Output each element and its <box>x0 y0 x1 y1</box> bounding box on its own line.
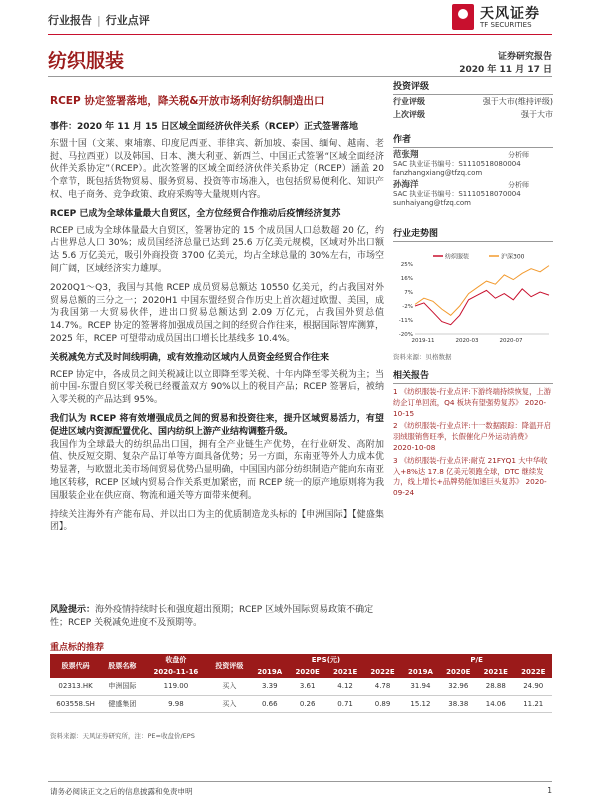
author2-email[interactable]: sunhaiyang@tfzq.com <box>393 199 472 207</box>
footer-disclaimer: 请务必阅读正文之后的信息披露和免责申明 <box>50 787 193 796</box>
cell-pe: 32.96 <box>440 678 477 695</box>
author1-name: 范张翔 <box>393 150 419 160</box>
trend-heading: 行业走势图 <box>393 226 553 242</box>
cell-price: 119.00 <box>144 678 209 695</box>
col-pe-2021: 2021E <box>477 666 514 678</box>
x-tick-label: 2020-03 <box>455 338 479 344</box>
tf-securities-logo <box>452 2 562 34</box>
cell-eps: 3.39 <box>251 678 289 695</box>
col-price-date: 2020-11-16 <box>144 666 209 678</box>
author-2 <box>393 181 553 208</box>
col-eps-2022: 2022E <box>364 666 401 678</box>
col-code: 股票代码 <box>50 654 101 678</box>
table-row <box>50 678 552 695</box>
x-tick-label: 2019-11 <box>411 338 435 344</box>
cell-name: 健盛集团 <box>101 695 143 712</box>
industry-trend-chart <box>393 250 553 350</box>
cell-rating: 买入 <box>208 678 250 695</box>
main-content <box>50 121 384 534</box>
cell-eps: 0.89 <box>364 695 401 712</box>
chart-source: 资料来源：贝格数据 <box>393 353 452 361</box>
col-name: 股票名称 <box>101 654 143 678</box>
author1-email[interactable]: fanzhangxiang@tfzq.com <box>393 169 483 177</box>
section1-heading: RCEP 已成为全球体量最大自贸区，全方位经贸合作推动后疫情经济复苏 <box>50 208 341 219</box>
y-tick-label: -20% <box>398 332 413 338</box>
cell-price: 9.98 <box>144 695 209 712</box>
cell-eps: 0.66 <box>251 695 289 712</box>
related-report-1[interactable]: 1 《纺织服装-行业点评:下游终端持续恢复，上游纺企订单回流，Q4 板块有望强势复苏》 2020-10-15 <box>393 387 551 418</box>
series-line-csi300 <box>415 266 549 316</box>
section2-paragraph: RCEP 协定中，各成员之间关税减让以立即降至零关税、十年内降至零关税为主；当前中国-东盟自贸区零关税已经覆盖双方 90%以上的税目产品；RCEP 签署后，被纳入零关税的产品达到 95%。 <box>50 369 384 406</box>
cell-pe: 11.21 <box>514 695 552 712</box>
y-tick-label: 16% <box>400 276 413 282</box>
related-report-2[interactable]: 2 《纺织服装-行业点评:十一数据跟踪：降温开启羽绒服销售旺季，长假催化户外运动消费》 2020-10-08 <box>393 421 551 452</box>
rating-section <box>393 79 553 121</box>
legend-label-textile: 纺织服装 <box>445 253 470 261</box>
authors-section <box>393 132 553 208</box>
legend-label-csi300: 沪深300 <box>501 253 525 261</box>
table-heading: 重点标的推荐 <box>50 643 105 653</box>
event-paragraph: 东盟十国（文莱、柬埔寨、印度尼西亚、菲律宾、新加坡、泰国、缅甸、越南、老挝、马拉西亚）以及韩国、日本、澳大利亚、新西兰、中国正式签署“区域全面经济伙伴关系协定”（RCEP）。此次签署的区域全面经济伙伴关系协定（RCEP）涵盖 20 个章节，既包括货物贸易、服务贸易、投资等市场准入，也包括贸易便利化、知识产权、电子商务、竞争政策、政府采购等大量规则内容。 <box>50 138 384 200</box>
author2-name: 孙海洋 <box>393 180 419 190</box>
cell-pe: 15.12 <box>401 695 439 712</box>
y-tick-label: -2% <box>402 304 413 310</box>
related-reports-section <box>393 368 553 499</box>
cell-code: 603558.SH <box>50 695 101 712</box>
logo-name-cn: 天风证券 <box>480 6 540 22</box>
col-eps-2019: 2019A <box>251 666 289 678</box>
cell-pe: 38.38 <box>440 695 477 712</box>
prev-rating-value: 强于大市 <box>521 110 553 119</box>
risk-text: 海外疫情持续时长和强度超出预期；RCEP 区域外国际贸易政策不确定性；RCEP 关税减免进度不及预期等。 <box>50 605 374 628</box>
industry-rating-row <box>393 95 553 108</box>
related-heading: 相关报告 <box>393 368 553 384</box>
breadcrumb-industry-comment: 行业点评 <box>105 14 150 27</box>
prev-rating-row <box>393 108 553 121</box>
col-pe-2019: 2019A <box>401 666 439 678</box>
table-note: 资料来源：天风证券研究所，注：PE=收盘价/EPS <box>50 732 195 740</box>
section2-heading: 关税减免方式及时间线明确，或有效推动区域内人员资金经贸合作往来 <box>50 352 330 363</box>
industry-rating-value: 强于大市(维持评级) <box>482 97 553 106</box>
page-number: 1 <box>547 786 552 795</box>
cell-name: 申洲国际 <box>101 678 143 695</box>
cell-rating: 买入 <box>208 695 250 712</box>
y-tick-label: 7% <box>404 290 413 296</box>
authors-heading: 作者 <box>393 132 553 148</box>
cell-pe: 31.94 <box>401 678 439 695</box>
series-lines <box>415 266 549 325</box>
cell-pe: 28.88 <box>477 678 514 695</box>
report-date: 2020 年 11 月 17 日 <box>459 65 552 75</box>
footer-divider <box>48 781 552 782</box>
logo-icon <box>452 4 474 30</box>
cell-eps: 0.26 <box>289 695 326 712</box>
section1-paragraph1: RCEP 已成为全球体量最大自贸区，签署协定的 15 个成员国人口总数超 20 亿，约占世界总人口 30%；成员国经济总量已达到 25.6 万亿美元规模，区域对外出口额达 5.6 万亿美元，吸引外商投资 3700 亿美元，均占全球总量的 30%左右，市场空间广阔，区域经济实力雄厚。 <box>50 225 384 274</box>
author2-sac: SAC 执业证书编号：S1110518070004 <box>393 190 521 198</box>
col-rating: 投资评级 <box>208 654 250 678</box>
breadcrumb <box>48 12 150 28</box>
table-row <box>50 695 552 712</box>
y-tick-label: 25% <box>400 262 413 268</box>
breadcrumb-industry-report: 行业报告 <box>48 14 92 27</box>
cell-eps: 3.61 <box>289 678 326 695</box>
cell-eps: 4.78 <box>364 678 401 695</box>
x-tick-label: 2020-07 <box>499 338 523 344</box>
title-divider <box>48 76 552 77</box>
rating-heading: 投资评级 <box>393 79 553 95</box>
related-list <box>393 387 553 499</box>
related-report-3[interactable]: 3 《纺织服装-行业点评:耐克 21FYQ1 大中华收入+8%达 17.8 亿美元领跑全球，DTC 继续发力，线上增长+品牌势能加速巨头复苏》 2020-09-24 <box>393 455 548 498</box>
series-line-textile <box>415 289 549 325</box>
cell-code: 02313.HK <box>50 678 101 695</box>
report-type: 证券研究报告 <box>497 52 552 62</box>
col-pe-2020: 2020E <box>440 666 477 678</box>
logo-name-en: TF SECURITIES <box>480 21 532 29</box>
section1-paragraph2: 2020Q1～Q3，我国与其他 RCEP 成员贸易总额达 10550 亿美元，约占我国对外贸易总额的三分之一；2020H1 中国东盟经贸合作历史上首次超过欧盟、美国，成为我国第一大贸易伙伴，进出口贸易总额达到 2.09 万亿元，占我国外贸总值 14.7%。RCEP 协定的签署将加强成员国之间的经贸合作往来，根据国际智库测算，2025 年，RCEP 可望带动成员国出口增长比基线多 10.4%。 <box>50 282 384 344</box>
col-eps-group: EPS(元) <box>251 654 402 666</box>
section3-heading: 我们认为 RCEP 将有效增强成员之间的贸易和投资往来，提升区域贸易活力，有望促进区域内资源配置优化、国内纺织上游产业结构调整升级。 <box>50 413 384 437</box>
y-tick-label: -11% <box>398 318 413 324</box>
author1-role: 分析师 <box>508 151 529 159</box>
author-1 <box>393 151 553 178</box>
trend-section <box>393 226 553 242</box>
col-eps-2020: 2020E <box>289 666 326 678</box>
legend <box>433 253 525 261</box>
stock-table <box>50 654 552 713</box>
page-title: 纺织服装 <box>48 50 125 72</box>
author2-role: 分析师 <box>508 181 529 189</box>
col-pe-group: P/E <box>401 654 552 666</box>
cell-eps: 4.12 <box>326 678 363 695</box>
section3-paragraph: 我国作为全球最大的纺织品出口国，拥有全产业链生产优势，在行业研发、高附加值、快反短交期、复杂产品订单等方面具备优势；另一方面，东南亚等外人力成本优势显著，与欧盟北美市场间贸易优势凸显明确，中国国内部分纺织制造产能向东南亚地区转移，RCEP 区域内贸易合作关系更加紧密，而 RCEP 统一的原产地原则将为我国服装企业在供应商、物流和通关等方面带来便利。 <box>50 439 384 501</box>
recommendation-paragraph: 持续关注海外有产能布局、并以出口为主的优质制造龙头标的【申洲国际】【健盛集团】。 <box>50 509 384 533</box>
event-heading: 事件：2020 年 11 月 15 日区域全面经济伙伴关系（RCEP）正式签署落地 <box>50 122 359 132</box>
col-price: 收盘价 <box>144 654 209 666</box>
cell-pe: 24.90 <box>514 678 552 695</box>
header-divider <box>48 34 552 35</box>
cell-pe: 14.06 <box>477 695 514 712</box>
col-pe-2022: 2022E <box>514 666 552 678</box>
risk-label: 风险提示： <box>50 605 96 615</box>
report-subtitle: RCEP 协定签署落地，降关税&开放市场利好纺织制造出口 <box>50 95 325 107</box>
cell-eps: 0.71 <box>326 695 363 712</box>
risk-warning <box>50 604 384 630</box>
breadcrumb-separator: | <box>97 14 101 27</box>
author1-sac: SAC 执业证书编号：S1110518080004 <box>393 160 521 168</box>
col-eps-2021: 2021E <box>326 666 363 678</box>
industry-rating-label: 行业评级 <box>393 97 425 106</box>
x-axis <box>412 338 523 344</box>
prev-rating-label: 上次评级 <box>393 110 425 119</box>
